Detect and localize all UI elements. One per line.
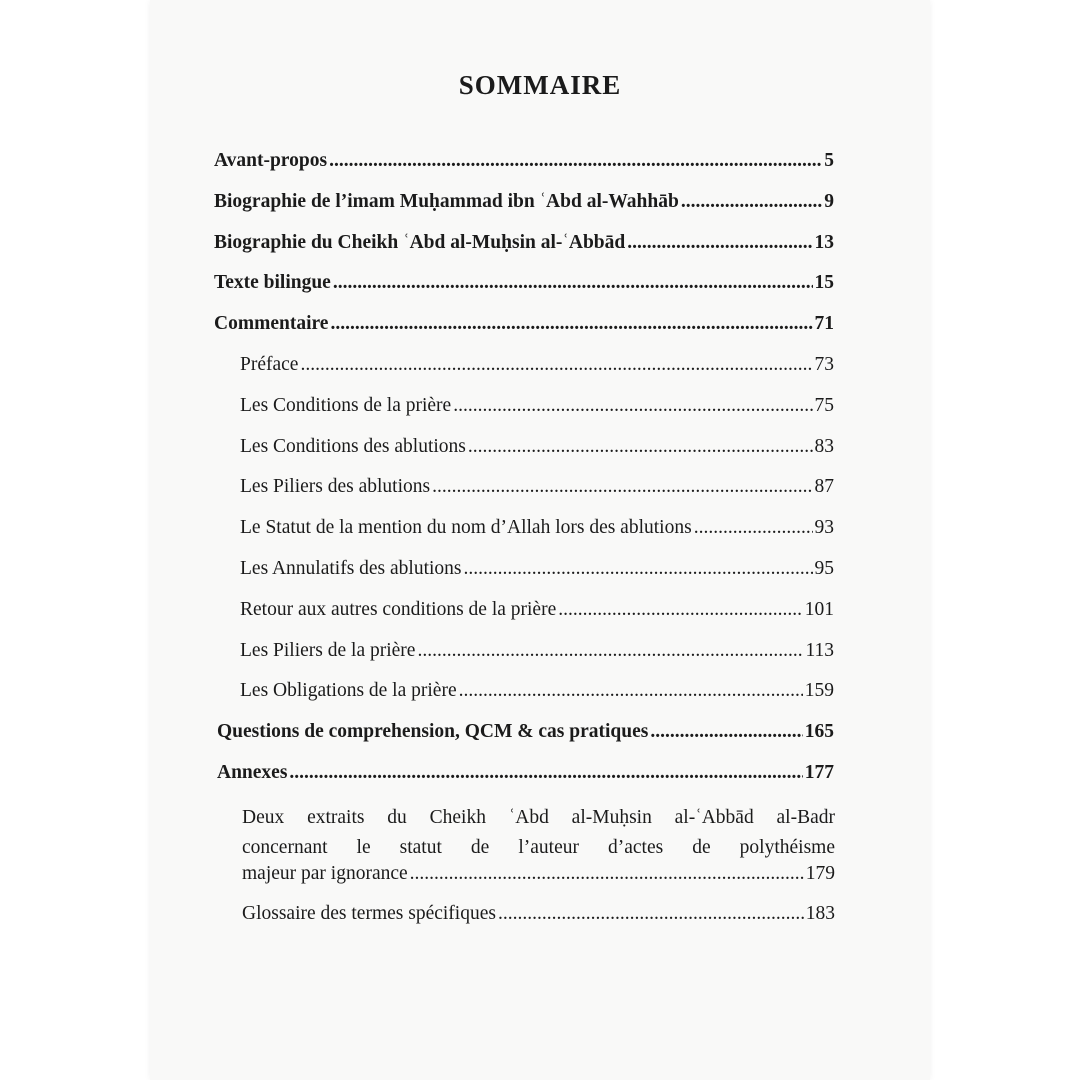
dot-leader bbox=[417, 640, 803, 662]
toc-page-number: 113 bbox=[805, 639, 834, 661]
toc-entry-label: Les Conditions de la prière bbox=[240, 394, 452, 416]
toc-entry-annulatifs bbox=[214, 558, 834, 599]
toc-entry-label: Retour aux autres conditions de la prière bbox=[240, 598, 557, 620]
toc-entry-label: Les Piliers des ablutions bbox=[240, 476, 431, 498]
page-title: SOMMAIRE bbox=[458, 70, 622, 100]
toc-page-number: 87 bbox=[814, 476, 834, 498]
toc-entry-label: Biographie du Cheikh ʿAbd al-Muḥsin al-ʿAbbād bbox=[214, 231, 626, 253]
toc-entry-label: Les Obligations de la prière bbox=[240, 680, 457, 702]
toc-entry-statut-mention bbox=[214, 517, 834, 558]
toc-entry-label: Les Conditions des ablutions bbox=[240, 435, 466, 457]
toc-page-number: 9 bbox=[824, 190, 834, 212]
toc-entry-biographie-imam bbox=[214, 191, 834, 232]
toc-entry-piliers-ablutions bbox=[214, 476, 834, 517]
toc-page-number: 13 bbox=[814, 231, 834, 253]
dot-leader bbox=[627, 232, 812, 254]
dot-leader bbox=[333, 272, 813, 294]
toc-entry-label: Texte bilingue bbox=[214, 272, 331, 294]
toc-entry-line: concernant le statut de l’auteur d’actes de polythéisme bbox=[242, 836, 835, 858]
toc-entry-conditions-ablutions bbox=[214, 436, 834, 477]
toc-entry-label: Le Statut de la mention du nom d’Allah lors des ablutions bbox=[240, 517, 692, 539]
dot-leader bbox=[558, 599, 803, 621]
table-of-contents bbox=[214, 150, 834, 937]
toc-entry-last-line bbox=[242, 863, 835, 897]
toc-entry-questions bbox=[214, 721, 834, 762]
toc-entry-label: Les Annulatifs des ablutions bbox=[240, 557, 462, 579]
toc-entry-label: Préface bbox=[240, 353, 299, 375]
toc-entry-texte-bilingue bbox=[214, 272, 834, 313]
toc-entry-obligations-priere bbox=[214, 680, 834, 721]
toc-page-number: 5 bbox=[824, 150, 834, 171]
dot-leader bbox=[459, 680, 803, 702]
toc-entry-piliers-priere bbox=[214, 640, 834, 681]
dot-leader bbox=[330, 313, 812, 335]
toc-entry-avant-propos bbox=[214, 150, 834, 191]
book-page bbox=[150, 0, 930, 1080]
dot-leader bbox=[650, 721, 802, 743]
toc-page-number: 183 bbox=[805, 902, 835, 924]
toc-page-number: 71 bbox=[814, 313, 834, 335]
dot-leader bbox=[300, 354, 812, 376]
dot-leader bbox=[453, 395, 812, 417]
toc-entry-commentaire bbox=[214, 313, 834, 354]
toc-page-number: 101 bbox=[804, 598, 834, 620]
toc-entry-preface bbox=[214, 354, 834, 395]
toc-entry-deux-extraits bbox=[214, 803, 835, 937]
dot-leader bbox=[329, 150, 822, 172]
toc-page-number: 75 bbox=[814, 394, 834, 416]
toc-page-number: 95 bbox=[814, 557, 834, 579]
toc-page-number: 73 bbox=[814, 353, 834, 375]
toc-entry-retour-conditions bbox=[214, 599, 834, 640]
dot-leader bbox=[468, 436, 813, 458]
toc-page-number: 179 bbox=[805, 862, 835, 884]
toc-entry-label: Glossaire des termes spécifiques bbox=[242, 902, 496, 924]
toc-entry-label: Commentaire bbox=[214, 313, 329, 335]
dot-leader bbox=[410, 863, 804, 885]
toc-entry-label: majeur par ignorance bbox=[242, 862, 408, 884]
toc-page-number: 159 bbox=[804, 680, 834, 702]
toc-entry-label: Annexes bbox=[217, 761, 288, 783]
dot-leader bbox=[681, 191, 822, 213]
toc-page-number: 15 bbox=[814, 272, 834, 294]
toc-entry-line: Deux extraits du Cheikh ʿAbd al-Muḥsin al-ʿAbbād al-Badr bbox=[242, 806, 835, 828]
toc-entry-biographie-cheikh bbox=[214, 232, 834, 273]
toc-entry-label: Les Piliers de la prière bbox=[240, 639, 416, 661]
toc-entry-annexes bbox=[214, 762, 834, 803]
toc-page-number: 177 bbox=[804, 761, 834, 783]
dot-leader bbox=[694, 517, 813, 539]
dot-leader bbox=[432, 476, 812, 498]
toc-page-number: 93 bbox=[814, 517, 834, 539]
dot-leader bbox=[464, 558, 813, 580]
toc-entry-label: Biographie de l’imam Muḥammad ibn ʿAbd al-Wahhāb bbox=[214, 190, 679, 212]
toc-page-number: 165 bbox=[804, 721, 834, 743]
toc-entry-label: Questions de comprehension, QCM & cas pratiques bbox=[217, 721, 649, 743]
dot-leader bbox=[498, 903, 804, 925]
toc-entry-glossaire bbox=[242, 903, 835, 937]
toc-page-number: 83 bbox=[814, 435, 834, 457]
toc-entry-conditions-priere bbox=[214, 395, 834, 436]
dot-leader bbox=[289, 762, 802, 784]
toc-entry-label: Avant-propos bbox=[214, 150, 328, 171]
